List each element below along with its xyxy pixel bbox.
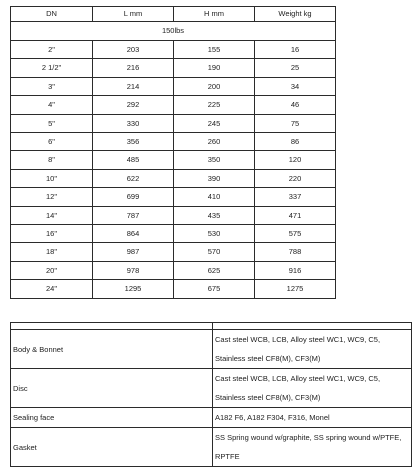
materials-row (11, 330, 412, 369)
height-cell: 245 (174, 114, 255, 132)
dn-cell: 6" (11, 133, 93, 151)
dn-cell: 3" (11, 77, 93, 95)
materials-spacer-row (11, 323, 412, 330)
height-cell: 675 (174, 280, 255, 298)
table-row (11, 114, 336, 132)
table-row (11, 261, 336, 279)
material-spec: Cast steel WCB, LCB, Alloy steel WC1, WC9, C5, Stainless steel CF8(M), CF3(M) (213, 369, 412, 408)
weight-cell: 16 (255, 41, 336, 59)
height-cell: 410 (174, 188, 255, 206)
table-row (11, 41, 336, 59)
length-cell: 214 (93, 77, 174, 95)
length-cell: 787 (93, 206, 174, 224)
materials-row (11, 369, 412, 408)
length-cell: 292 (93, 96, 174, 114)
weight-cell: 575 (255, 225, 336, 243)
dn-cell: 10" (11, 169, 93, 187)
blank-cell (11, 323, 213, 330)
height-cell: 570 (174, 243, 255, 261)
material-spec: Cast steel WCB, LCB, Alloy steel WC1, WC9, C5, Stainless steel CF8(M), CF3(M) (213, 330, 412, 369)
weight-cell: 471 (255, 206, 336, 224)
dn-cell: 4" (11, 96, 93, 114)
length-cell: 622 (93, 169, 174, 187)
weight-cell: 25 (255, 59, 336, 77)
height-cell: 225 (174, 96, 255, 114)
material-spec: SS Spring wound w/graphite, SS spring wound w/PTFE, RPTFE (213, 428, 412, 467)
length-cell: 864 (93, 225, 174, 243)
dn-cell: 16" (11, 225, 93, 243)
height-cell: 435 (174, 206, 255, 224)
table-row (11, 169, 336, 187)
pressure-class-label: 150lbs (11, 22, 336, 41)
materials-row (11, 408, 412, 428)
height-cell: 155 (174, 41, 255, 59)
height-cell: 530 (174, 225, 255, 243)
length-cell: 978 (93, 261, 174, 279)
table-row (11, 77, 336, 95)
part-name: Disc (11, 369, 213, 408)
weight-cell: 220 (255, 169, 336, 187)
weight-cell: 46 (255, 96, 336, 114)
table-row (11, 188, 336, 206)
table-row (11, 225, 336, 243)
dn-cell: 5" (11, 114, 93, 132)
weight-cell: 120 (255, 151, 336, 169)
weight-cell: 86 (255, 133, 336, 151)
weight-cell: 916 (255, 261, 336, 279)
weight-cell: 1275 (255, 280, 336, 298)
dn-cell: 14" (11, 206, 93, 224)
dn-cell: 8" (11, 151, 93, 169)
table-row (11, 206, 336, 224)
materials-table (10, 322, 412, 467)
material-spec: A182 F6, A182 F304, F316, Monel (213, 408, 412, 428)
weight-cell: 75 (255, 114, 336, 132)
weight-cell: 337 (255, 188, 336, 206)
length-cell: 203 (93, 41, 174, 59)
table-row (11, 133, 336, 151)
height-cell: 260 (174, 133, 255, 151)
dn-cell: 18" (11, 243, 93, 261)
part-name: Sealing face (11, 408, 213, 428)
table-row (11, 59, 336, 77)
length-cell: 356 (93, 133, 174, 151)
header-height: H mm (174, 7, 255, 22)
length-cell: 216 (93, 59, 174, 77)
length-cell: 485 (93, 151, 174, 169)
length-cell: 1295 (93, 280, 174, 298)
length-cell: 987 (93, 243, 174, 261)
dn-cell: 12" (11, 188, 93, 206)
table-row (11, 151, 336, 169)
dn-cell: 24" (11, 280, 93, 298)
dimensions-table (10, 6, 336, 299)
height-cell: 350 (174, 151, 255, 169)
blank-cell (213, 323, 412, 330)
height-cell: 390 (174, 169, 255, 187)
header-weight: Weight kg (255, 7, 336, 22)
part-name: Body & Bonnet (11, 330, 213, 369)
dn-cell: 20" (11, 261, 93, 279)
weight-cell: 34 (255, 77, 336, 95)
dimensions-header-row (11, 7, 336, 22)
pressure-class-row (11, 22, 336, 41)
table-row (11, 280, 336, 298)
materials-row (11, 428, 412, 467)
height-cell: 200 (174, 77, 255, 95)
header-dn: DN (11, 7, 93, 22)
part-name: Gasket (11, 428, 213, 467)
height-cell: 190 (174, 59, 255, 77)
length-cell: 699 (93, 188, 174, 206)
table-row (11, 243, 336, 261)
height-cell: 625 (174, 261, 255, 279)
length-cell: 330 (93, 114, 174, 132)
header-length: L mm (93, 7, 174, 22)
dn-cell: 2 1/2" (11, 59, 93, 77)
weight-cell: 788 (255, 243, 336, 261)
dn-cell: 2" (11, 41, 93, 59)
table-row (11, 96, 336, 114)
